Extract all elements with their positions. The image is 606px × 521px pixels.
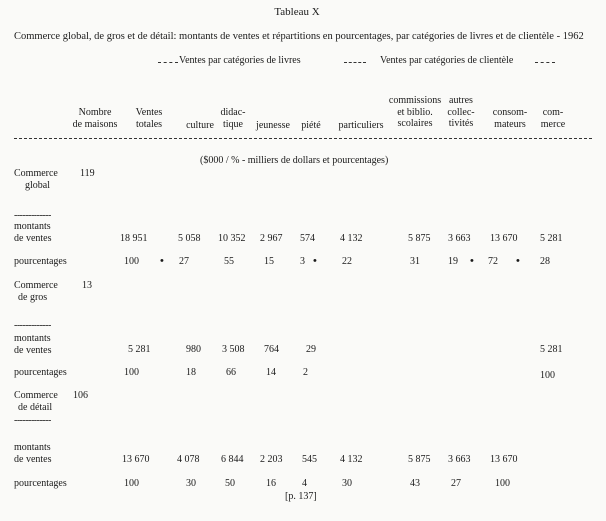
clients-group-rule-right (535, 62, 555, 63)
clients-group-rule-left (344, 62, 366, 63)
cell-global-pct-jeunesse: 15 (264, 256, 274, 267)
cell-global-pct-didactique: 55 (224, 256, 234, 267)
cell-detail-pct-culture: 30 (186, 478, 196, 489)
cell-global-montant-piete: 574 (300, 233, 315, 244)
cell-detail-montant-didactique: 6 844 (221, 454, 244, 465)
cell-detail-montant-particuliers: 4 132 (340, 454, 363, 465)
cell-global-pct-commerce: 28 (540, 256, 550, 267)
cell-global-pct-autres: 19 (448, 256, 458, 267)
page-reference: [p. 137] (285, 491, 317, 502)
cell-global-montant-commerce: 5 281 (540, 233, 563, 244)
section-rule-gros: ------------- (14, 320, 51, 331)
cell-detail-pct-consommateurs: 100 (495, 478, 510, 489)
cell-gros-montant-jeunesse: 764 (264, 344, 279, 355)
cell-detail-montant-piete: 545 (302, 454, 317, 465)
row-label-montants: montants de ventes (14, 333, 52, 356)
marker-dot: • (470, 255, 474, 267)
table-subtitle: Commerce global, de gros et de détail: montants de ventes et répartitions en pourcentages, par catégories de livres et de clientèle - 1962 (14, 31, 584, 42)
books-group-header: Ventes par catégories de livres (179, 55, 301, 66)
cell-detail-montant-consommateurs: 13 670 (490, 454, 518, 465)
col-header-totales: Ventes totales (135, 107, 163, 130)
col-header-particuliers: particuliers (338, 120, 384, 131)
row-label-pourcentages: pourcentages (14, 478, 67, 489)
cell-global-pct-commissions: 31 (410, 256, 420, 267)
marker-dot: • (516, 255, 520, 267)
units-note: ($000 / % - milliers de dollars et pourcentages) (200, 155, 389, 166)
cell-detail-montant-commissions: 5 875 (408, 454, 431, 465)
cell-global-montant-culture: 5 058 (178, 233, 201, 244)
cell-detail-montant-totales: 13 670 (122, 454, 150, 465)
header-rule (14, 138, 592, 139)
cell-detail-montant-culture: 4 078 (177, 454, 200, 465)
col-header-jeunesse: jeunesse (256, 120, 290, 131)
cell-detail-pct-didactique: 50 (225, 478, 235, 489)
section-label-global: Commerce global (14, 168, 58, 191)
cell-global-pct-totales: 100 (124, 256, 139, 267)
table-title: Tableau X (274, 6, 320, 18)
col-header-nombre: Nombre de maisons (72, 107, 118, 130)
section-count-gros: 13 (82, 280, 92, 291)
cell-detail-montant-jeunesse: 2 203 (260, 454, 283, 465)
cell-gros-pct-totales: 100 (124, 367, 139, 378)
cell-gros-montant-didactique: 3 508 (222, 344, 245, 355)
row-label-pourcentages: pourcentages (14, 367, 67, 378)
section-rule-detail: ------------- (14, 415, 51, 426)
row-label-montants: montants de ventes (14, 442, 52, 465)
section-label-detail: Commerce de détail (14, 390, 58, 413)
cell-detail-pct-piete: 4 (302, 478, 307, 489)
cell-global-pct-consommateurs: 72 (488, 256, 498, 267)
cell-global-pct-particuliers: 22 (342, 256, 352, 267)
cell-global-montant-commissions: 5 875 (408, 233, 431, 244)
col-header-commissions: commissions et biblio. scolaires (388, 95, 442, 129)
section-rule-global: ------------- (14, 210, 51, 221)
cell-gros-pct-culture: 18 (186, 367, 196, 378)
cell-global-montant-autres: 3 663 (448, 233, 471, 244)
cell-global-montant-consommateurs: 13 670 (490, 233, 518, 244)
cell-gros-pct-commerce: 100 (540, 370, 555, 381)
marker-dot: • (313, 255, 317, 267)
section-count-detail: 106 (73, 390, 88, 401)
cell-gros-pct-piete: 2 (303, 367, 308, 378)
col-header-didactique: didac- tique (220, 107, 246, 130)
col-header-culture: culture (186, 120, 214, 131)
cell-detail-pct-particuliers: 30 (342, 478, 352, 489)
cell-gros-montant-piete: 29 (306, 344, 316, 355)
col-header-consommateurs: consom- mateurs (492, 107, 528, 130)
cell-detail-montant-autres: 3 663 (448, 454, 471, 465)
cell-global-montant-jeunesse: 2 967 (260, 233, 283, 244)
cell-gros-montant-culture: 980 (186, 344, 201, 355)
col-header-commerce: com- merce (540, 107, 566, 130)
cell-global-montant-totales: 18 951 (120, 233, 148, 244)
col-header-piete: piété (301, 120, 321, 131)
section-label-gros: Commerce de gros (14, 280, 58, 303)
clients-group-header: Ventes par catégories de clientèle (380, 55, 514, 66)
cell-global-montant-particuliers: 4 132 (340, 233, 363, 244)
cell-gros-montant-totales: 5 281 (128, 344, 151, 355)
cell-detail-pct-commissions: 43 (410, 478, 420, 489)
cell-gros-pct-didactique: 66 (226, 367, 236, 378)
row-label-montants: montants de ventes (14, 221, 52, 244)
cell-global-montant-didactique: 10 352 (218, 233, 246, 244)
cell-global-pct-piete: 3 (300, 256, 305, 267)
cell-detail-pct-autres: 27 (451, 478, 461, 489)
cell-detail-pct-totales: 100 (124, 478, 139, 489)
section-count-global: 119 (80, 168, 95, 179)
marker-dot: • (160, 255, 164, 267)
cell-detail-pct-jeunesse: 16 (266, 478, 276, 489)
cell-gros-montant-commerce: 5 281 (540, 344, 563, 355)
cell-global-pct-culture: 27 (179, 256, 189, 267)
row-label-pourcentages: pourcentages (14, 256, 67, 267)
books-group-rule-left (158, 62, 178, 63)
col-header-autres: autres collec- tivités (447, 95, 475, 129)
cell-gros-pct-jeunesse: 14 (266, 367, 276, 378)
